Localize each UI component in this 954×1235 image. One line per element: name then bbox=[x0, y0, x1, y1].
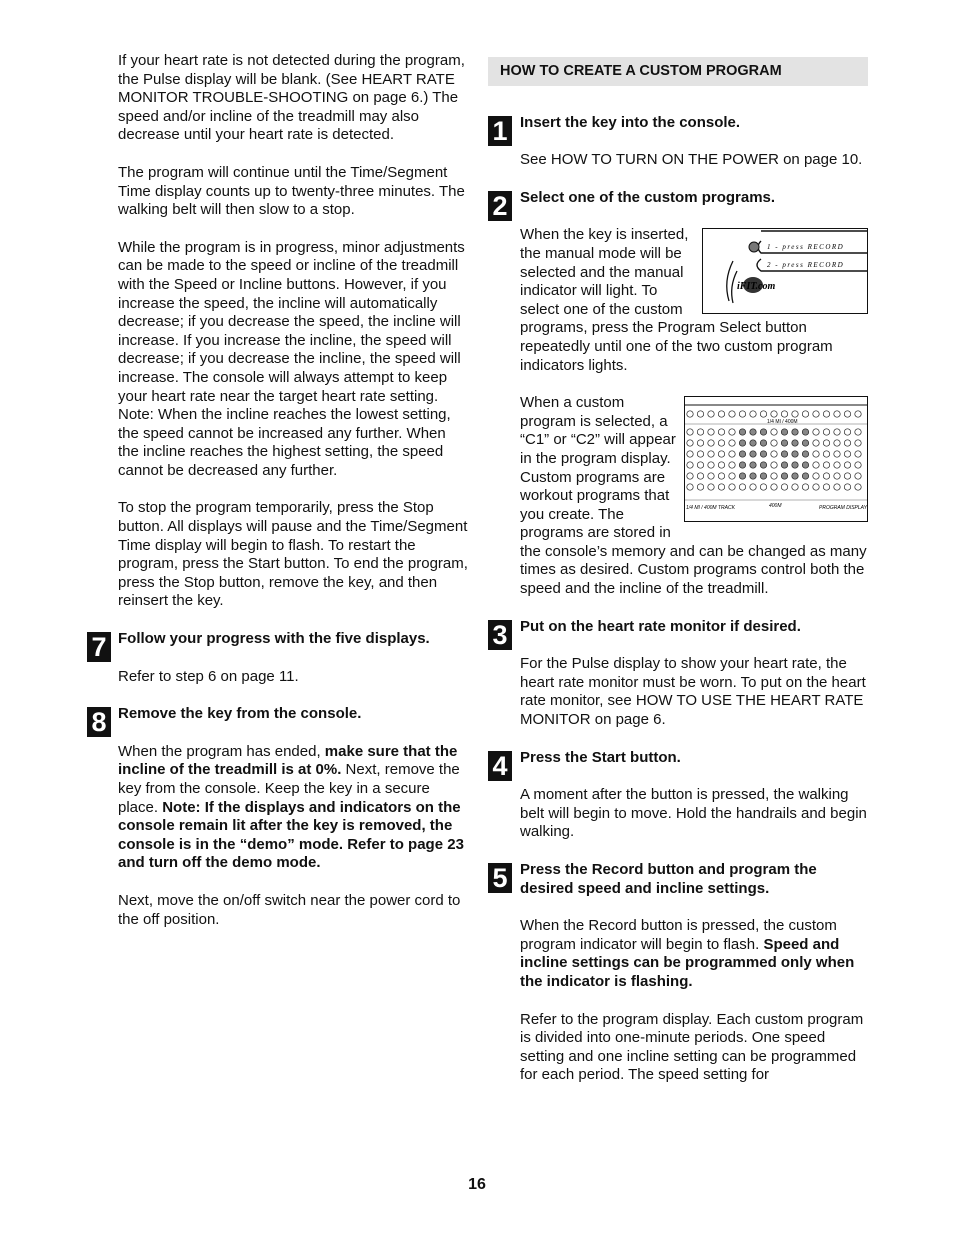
display-dot bbox=[813, 411, 819, 417]
display-dot bbox=[802, 440, 808, 446]
display-dot bbox=[792, 411, 798, 417]
display-dot bbox=[697, 440, 703, 446]
display-dot bbox=[708, 473, 714, 479]
display-dot bbox=[792, 451, 798, 457]
display-dot bbox=[781, 462, 787, 468]
step-5-text-plain: When the Record button is pressed, the custom program indicator will begin to flash. bbox=[520, 917, 837, 953]
display-dot bbox=[739, 473, 745, 479]
step-3-text: For the Pulse display to show your heart rate, the heart rate monitor must be worn. To put on the heart rate monitor, see HOW TO USE THE HEART RATE MONITOR on page 6. bbox=[520, 655, 866, 729]
display-dot bbox=[708, 451, 714, 457]
display-dot bbox=[760, 429, 766, 435]
display-dot bbox=[708, 484, 714, 490]
display-dot bbox=[855, 473, 861, 479]
step-8-bold-2: Note: If the displays and indicators on the console remain lit after the key is removed, the console is in the “demo” mode. Refer to page 23 and turn off the demo mode. bbox=[118, 798, 464, 872]
display-dot bbox=[844, 411, 850, 417]
step-7-text: Refer to step 6 on page 11. bbox=[118, 667, 299, 685]
display-dot bbox=[844, 440, 850, 446]
display-dot bbox=[697, 411, 703, 417]
display-dot bbox=[834, 429, 840, 435]
display-dot bbox=[687, 462, 693, 468]
display-dot bbox=[844, 473, 850, 479]
paragraph-stop-program: To stop the program temporarily, press the Stop button. All displays will pause and the Time/Segment Time display will begin to flash. To restart the program, press the Start button. To end the program, press the Stop button, remove the key, and then reinsert the key. bbox=[118, 499, 468, 610]
display-dot bbox=[855, 451, 861, 457]
display-dot bbox=[687, 484, 693, 490]
display-dot bbox=[802, 451, 808, 457]
display-dot bbox=[823, 440, 829, 446]
display-dot bbox=[697, 473, 703, 479]
display-dot bbox=[739, 440, 745, 446]
display-dot bbox=[697, 484, 703, 490]
display-dot bbox=[687, 451, 693, 457]
step-8-text-off: Next, move the on/off switch near the power cord to the off position. bbox=[118, 891, 461, 928]
step-7-title: Follow your progress with the five displays. bbox=[118, 630, 430, 648]
program-display-illustration bbox=[684, 396, 868, 522]
display-dot bbox=[781, 411, 787, 417]
display-dot bbox=[844, 429, 850, 435]
display-dot bbox=[729, 484, 735, 490]
paragraph-minor-adjustments: While the program is in progress, minor adjustments can be made to the speed or incline of the treadmill with the Speed or Incline buttons. However, if you increase the speed, the incline will automatically decrease; if you decrease the speed, the incline will increase. If you increase the incline, the speed will decrease; if you decrease the incline, the speed will increase. The console will always attempt to keep your heart rate near the target heart rate setting. Note: When the incline reaches the lowest setting, the speed cannot be increased any further. When the incline reaches the highest setting, the speed cannot be decreased any further. bbox=[118, 238, 465, 479]
step-2-text-1: When the key is inserted, the manual mode will be selected and the manual indicator will light. To select one of the custom programs, press the Program Select button repeatedly until one of the two custom program indicators lights. bbox=[520, 226, 833, 374]
step-5-text-bold: Speed and incline settings can be programmed only when the indicator is flashing. bbox=[520, 935, 855, 990]
display-dot bbox=[697, 462, 703, 468]
display-dot bbox=[718, 440, 724, 446]
display-dot bbox=[739, 484, 745, 490]
display-dot bbox=[771, 462, 777, 468]
display-dot bbox=[718, 411, 724, 417]
display-dot bbox=[771, 451, 777, 457]
display-dot bbox=[739, 411, 745, 417]
display-bottom-left-label: 1/4 MI / 400M TRACK bbox=[686, 505, 735, 512]
display-dot bbox=[823, 451, 829, 457]
display-dot bbox=[844, 451, 850, 457]
display-dot bbox=[834, 473, 840, 479]
display-dot bbox=[729, 411, 735, 417]
display-dot bbox=[792, 462, 798, 468]
display-dot bbox=[760, 451, 766, 457]
display-bottom-mid-label: 400M bbox=[769, 503, 782, 510]
display-dot bbox=[729, 429, 735, 435]
display-dot bbox=[802, 411, 808, 417]
display-dot bbox=[750, 429, 756, 435]
display-dot bbox=[687, 411, 693, 417]
display-dot bbox=[813, 429, 819, 435]
display-dot bbox=[855, 411, 861, 417]
display-dot bbox=[792, 473, 798, 479]
custom-indicator-illustration bbox=[702, 228, 868, 314]
step-8-text-2: Next, remove the key from the console. Keep the key in a secure place. bbox=[118, 761, 460, 816]
step-number-1: 1 bbox=[488, 116, 512, 146]
display-dot bbox=[834, 462, 840, 468]
display-dot bbox=[771, 473, 777, 479]
display-dot bbox=[792, 429, 798, 435]
display-dot bbox=[687, 429, 693, 435]
step-number-5: 5 bbox=[488, 863, 512, 893]
display-bottom-right-label: PROGRAM DISPLAY bbox=[819, 505, 867, 512]
step-5 bbox=[488, 861, 868, 1085]
display-dot bbox=[760, 462, 766, 468]
display-dot bbox=[771, 440, 777, 446]
ifit-logo: iFIT.com bbox=[737, 281, 776, 293]
step-8-text-1: When the program has ended, bbox=[118, 742, 325, 760]
display-dot bbox=[781, 440, 787, 446]
step-1-title: Insert the key into the console. bbox=[520, 113, 741, 131]
display-dot bbox=[750, 411, 756, 417]
display-dot bbox=[792, 440, 798, 446]
step-2-text-2: When a custom program is selected, a “C1” or “C2” will appear in the program display. Custom programs are workout programs that you create. The programs are stored in the console’s memory and can be changed as many times as desired. Custom programs control both the speed and the incline of the treadmill. bbox=[520, 394, 867, 598]
step-5-text-1 bbox=[520, 917, 868, 991]
display-dot bbox=[697, 451, 703, 457]
step-number-8: 8 bbox=[87, 707, 111, 737]
step-1 bbox=[488, 114, 868, 170]
display-dot bbox=[844, 462, 850, 468]
display-dot bbox=[771, 411, 777, 417]
display-dot bbox=[729, 451, 735, 457]
display-dot bbox=[855, 462, 861, 468]
display-dot bbox=[834, 411, 840, 417]
display-dot bbox=[813, 462, 819, 468]
display-top-label: 1/4 MI / 400M bbox=[767, 419, 798, 426]
step-number-3: 3 bbox=[488, 620, 512, 650]
display-dot bbox=[781, 484, 787, 490]
display-dot bbox=[718, 484, 724, 490]
right-column bbox=[488, 52, 868, 1104]
step-8 bbox=[91, 705, 468, 929]
display-dot bbox=[834, 484, 840, 490]
display-dot bbox=[718, 473, 724, 479]
display-dot bbox=[802, 473, 808, 479]
display-dot bbox=[823, 484, 829, 490]
indicator-row-2: 2 - press RECORD bbox=[767, 261, 845, 270]
display-dot bbox=[708, 462, 714, 468]
display-dot bbox=[739, 462, 745, 468]
display-dot bbox=[708, 440, 714, 446]
display-dot bbox=[813, 451, 819, 457]
step-number-2: 2 bbox=[488, 191, 512, 221]
display-dot bbox=[760, 411, 766, 417]
step-2-title: Select one of the custom programs. bbox=[520, 188, 776, 206]
step-5-text-2: Refer to the program display. Each custom program is divided into one-minute periods. One speed setting and one incline setting can be programmed for each period. The speed setting for bbox=[520, 1010, 864, 1084]
display-dot bbox=[834, 451, 840, 457]
display-dot bbox=[771, 484, 777, 490]
display-dot bbox=[855, 440, 861, 446]
display-dot bbox=[844, 484, 850, 490]
display-dot bbox=[813, 440, 819, 446]
page-number: 16 bbox=[468, 1176, 486, 1193]
display-dot bbox=[739, 429, 745, 435]
left-column bbox=[91, 52, 468, 948]
display-dot bbox=[823, 462, 829, 468]
display-dot bbox=[750, 462, 756, 468]
display-dot bbox=[823, 411, 829, 417]
step-5-title: Press the Record button and program the desired speed and incline settings. bbox=[520, 861, 817, 897]
program-display-drawing bbox=[685, 397, 867, 521]
step-1-text: See HOW TO TURN ON THE POWER on page 10. bbox=[520, 151, 863, 169]
step-2 bbox=[488, 189, 868, 599]
display-dot bbox=[813, 473, 819, 479]
display-dot bbox=[802, 462, 808, 468]
step-8-title: Remove the key from the console. bbox=[118, 705, 362, 723]
display-dot bbox=[823, 473, 829, 479]
display-dot bbox=[813, 484, 819, 490]
step-4-title: Press the Start button. bbox=[520, 748, 681, 766]
display-dot bbox=[729, 473, 735, 479]
indicator-panel-drawing bbox=[703, 229, 867, 313]
display-dot bbox=[750, 484, 756, 490]
display-dot bbox=[781, 451, 787, 457]
step-number-4: 4 bbox=[488, 751, 512, 781]
display-dot bbox=[781, 473, 787, 479]
display-dot bbox=[834, 440, 840, 446]
display-dot bbox=[760, 484, 766, 490]
display-dot bbox=[750, 451, 756, 457]
step-8-bold-1: make sure that the incline of the treadmill is at 0%. bbox=[118, 742, 458, 779]
section-header: HOW TO CREATE A CUSTOM PROGRAM bbox=[488, 57, 868, 86]
display-dot bbox=[792, 484, 798, 490]
paragraph-program-continue: The program will continue until the Time/Segment Time display counts up to twenty-three minutes. The walking belt will then slow to a stop. bbox=[118, 163, 465, 219]
display-dot bbox=[855, 429, 861, 435]
step-4-text: A moment after the button is pressed, the walking belt will begin to move. Hold the handrails and begin walking. bbox=[520, 786, 867, 841]
display-dot bbox=[708, 411, 714, 417]
display-dot bbox=[771, 429, 777, 435]
display-dot bbox=[687, 440, 693, 446]
display-dot bbox=[739, 451, 745, 457]
paragraph-pulse-blank: If your heart rate is not detected during the program, the Pulse display will be blank. (See HEART RATE MONITOR TROUBLE-SHOOTING on page 6.) The speed and/or incline of the treadmill may also decrease until your heart rate is detected. bbox=[118, 52, 465, 144]
display-dot bbox=[855, 484, 861, 490]
display-dot bbox=[760, 473, 766, 479]
step-7 bbox=[91, 630, 468, 686]
step-3 bbox=[488, 618, 868, 730]
display-dot bbox=[697, 429, 703, 435]
indicator-row-1: 1 - press RECORD bbox=[767, 243, 845, 252]
display-dot bbox=[750, 473, 756, 479]
step-8-text bbox=[118, 743, 468, 873]
display-dot bbox=[718, 451, 724, 457]
display-dot bbox=[760, 440, 766, 446]
display-dot bbox=[729, 440, 735, 446]
display-dot bbox=[729, 462, 735, 468]
display-dot bbox=[708, 429, 714, 435]
step-4 bbox=[488, 749, 868, 842]
display-dot bbox=[781, 429, 787, 435]
display-dot bbox=[802, 484, 808, 490]
step-3-title: Put on the heart rate monitor if desired. bbox=[520, 617, 801, 635]
display-dot bbox=[718, 429, 724, 435]
display-dot bbox=[750, 440, 756, 446]
display-dot bbox=[687, 473, 693, 479]
display-dot bbox=[823, 429, 829, 435]
display-dot bbox=[718, 462, 724, 468]
step-number-7: 7 bbox=[87, 632, 111, 662]
display-dot bbox=[802, 429, 808, 435]
